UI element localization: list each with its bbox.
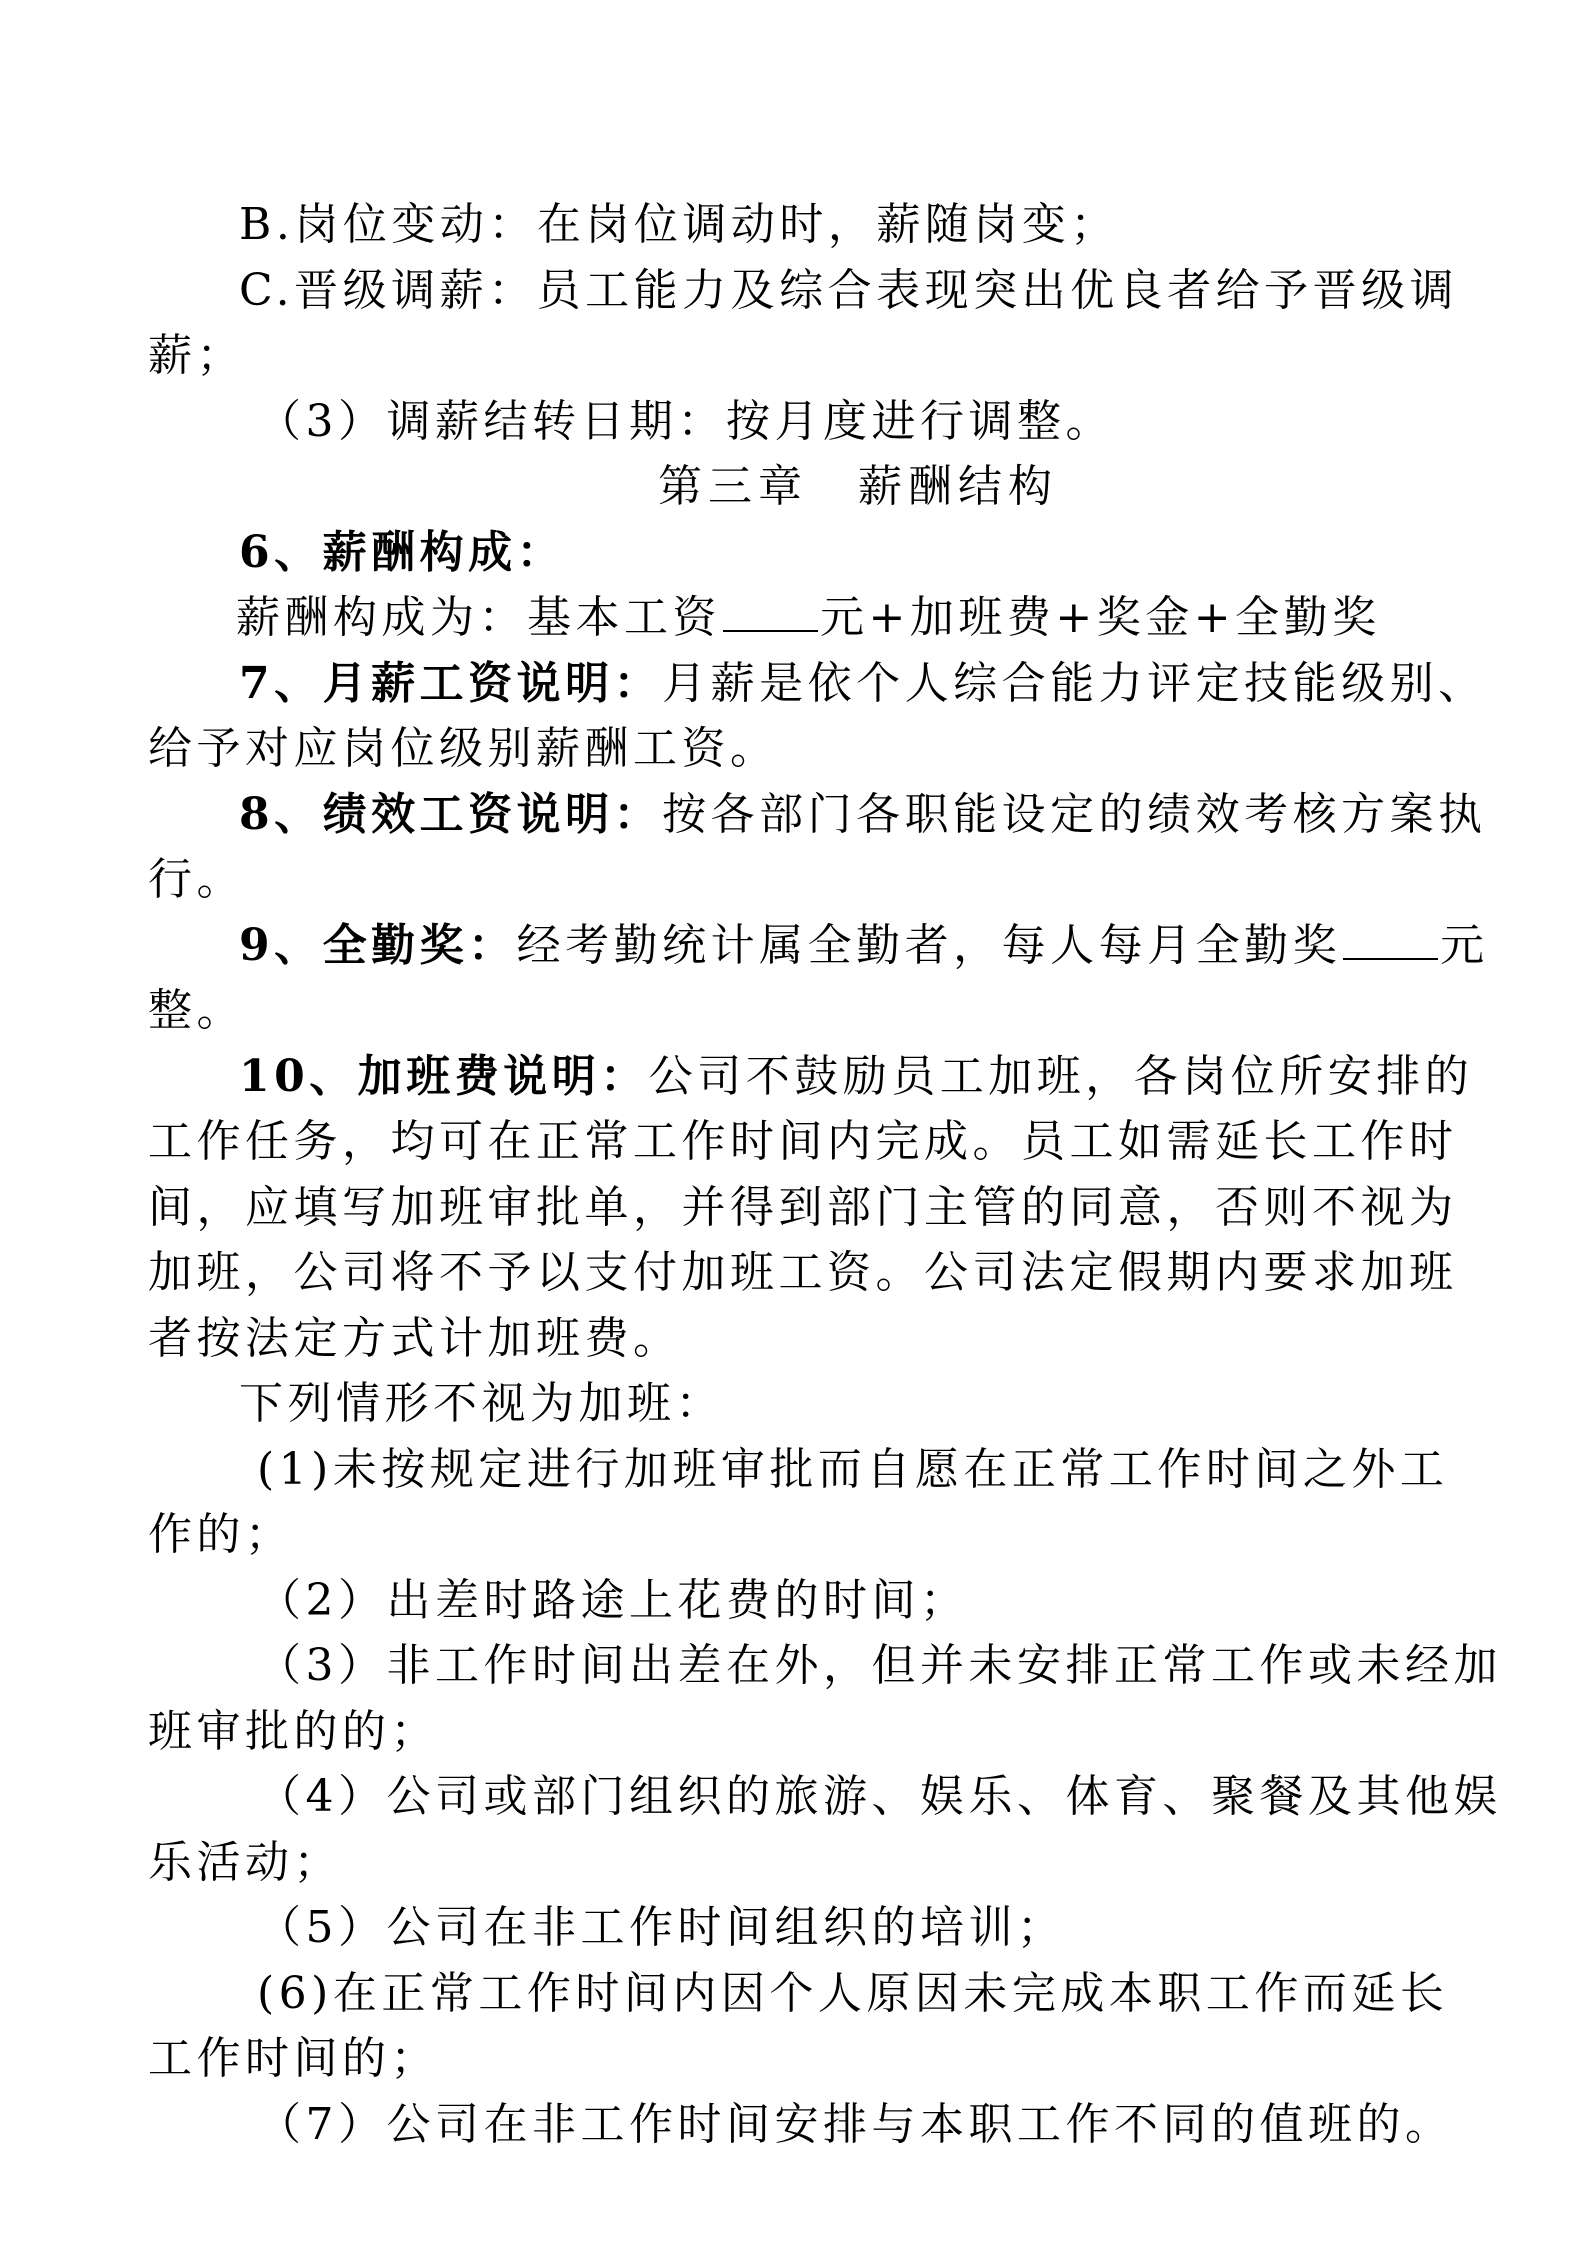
section-10-line2: 工作任务，均可在正常工作时间内完成。员工如需延长工作时	[148, 1116, 1458, 1167]
section-10-line5: 者按法定方式计加班费。	[148, 1312, 682, 1364]
paragraph-adjust-date: （3）调薪结转日期：按月度进行调整。	[257, 395, 1114, 447]
list-item-1-line2: 作的；	[148, 1509, 294, 1560]
section-10-line3: 间，应填写加班审批单，并得到部门主管的同意，否则不视为	[148, 1181, 1458, 1233]
section-6-heading: 6、薪酬构成：	[239, 526, 566, 578]
list-item-4-line1: （4）公司或部门组织的旅游、娱乐、体育、聚餐及其他娱	[257, 1771, 1502, 1822]
section-7-line1: 7、月薪工资说明：月薪是依个人综合能力评定技能级别、	[239, 657, 1487, 709]
section-10-line1: 10、加班费说明：公司不鼓励员工加班，各岗位所安排的	[239, 1050, 1474, 1102]
chapter-title: 第三章 薪酬结构	[658, 461, 1058, 512]
section-9-line2: 整。	[148, 985, 245, 1036]
section-8-heading: 8、绩效工资说明：	[239, 788, 663, 840]
section-9-heading: 9、全勤奖：	[239, 919, 517, 971]
section-9-line1: 9、全勤奖：经考勤统计属全勤者，每人每月全勤奖 元	[239, 919, 1489, 971]
list-item-2: （2）出差时路途上花费的时间；	[257, 1574, 969, 1626]
list-item-6-line1: (6)在正常工作时间内因个人原因未完成本职工作而延长	[257, 1967, 1449, 2019]
section-7-line2: 给予对应岗位级别薪酬工资。	[148, 723, 779, 774]
base-salary-blank	[723, 590, 818, 632]
attendance-bonus-blank	[1343, 918, 1438, 960]
list-item-6-line2: 工作时间的；	[148, 2033, 439, 2084]
paragraph-promotion-line2: 薪；	[148, 330, 245, 381]
document-page	[148, 192, 1502, 2157]
list-item-3-line2: 班审批的的；	[148, 1705, 439, 1757]
not-overtime-intro: 下列情形不视为加班：	[239, 1378, 724, 1429]
list-item-5: （5）公司在非工作时间组织的培训；	[257, 1902, 1066, 1953]
section-8-line2: 行。	[148, 854, 245, 905]
section-10-line4: 加班，公司将不予以支付加班工资。公司法定假期内要求加班	[148, 1247, 1458, 1298]
list-item-4-line2: 乐活动；	[148, 1836, 342, 1888]
section-6-text-a: 薪酬构成为：基本工资	[236, 592, 721, 643]
section-8-line1: 8、绩效工资说明：按各部门各职能设定的绩效考核方案执	[239, 788, 1487, 840]
list-item-3-line1: （3）非工作时间出差在外，但并未安排正常工作或未经加	[257, 1640, 1502, 1691]
paragraph-position-change: B.岗位变动：在岗位调动时，薪随岗变；	[239, 199, 1119, 250]
section-10-heading: 10、加班费说明：	[239, 1050, 649, 1102]
list-item-1-line1: (1)未按规定进行加班审批而自愿在正常工作时间之外工	[257, 1443, 1449, 1495]
section-6-text-b: 元+加班费+奖金+全勤奖	[820, 592, 1381, 643]
section-7-heading: 7、月薪工资说明：	[239, 657, 663, 709]
list-item-7: （7）公司在非工作时间安排与本职工作不同的值班的。	[257, 2098, 1454, 2150]
paragraph-promotion-line1: C.晋级调薪：员工能力及综合表现突出优良者给予晋级调	[239, 264, 1459, 316]
section-6-text	[148, 585, 1448, 651]
